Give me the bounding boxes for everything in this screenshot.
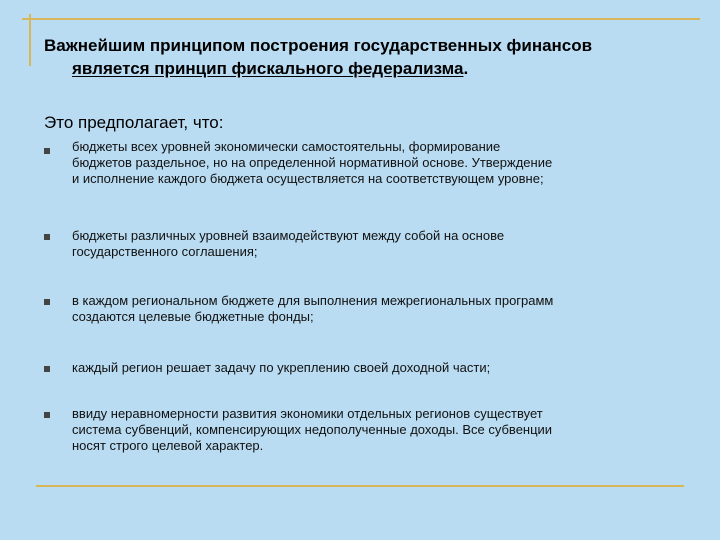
- bullet-line: в каждом региональном бюджете для выполнения межрегиональных программ: [72, 293, 554, 308]
- slide-title: [44, 34, 684, 80]
- square-bullet-icon: [44, 412, 50, 418]
- title-line-2: [44, 57, 684, 80]
- bullet-text: [72, 360, 682, 376]
- title-underlined-phrase: является принцип фискального федерализма: [72, 59, 464, 78]
- square-bullet-icon: [44, 148, 50, 154]
- square-bullet-icon: [44, 299, 50, 305]
- bullet-line: носят строго целевой характер.: [72, 438, 264, 453]
- bullet-line: бюджеты всех уровней экономически самостоятельны, формирование: [72, 139, 501, 154]
- accent-rule-top: [22, 18, 700, 20]
- bullet-line: каждый регион решает задачу по укреплению своей доходной части;: [72, 360, 491, 375]
- bullet-line: государственного соглашения;: [72, 244, 258, 259]
- square-bullet-icon: [44, 366, 50, 372]
- bullet-text: [72, 228, 682, 260]
- title-period: .: [463, 59, 469, 78]
- accent-rule-bottom: [36, 485, 684, 487]
- bullet-line: создаются целевые бюджетные фонды;: [72, 309, 314, 324]
- bullet-line: ввиду неравномерности развития экономики отдельных регионов существует: [72, 406, 543, 421]
- bullet-line: бюджеты различных уровней взаимодействуют между собой на основе: [72, 228, 505, 243]
- bullet-line: система субвенций, компенсирующих недополученные доходы. Все субвенции: [72, 422, 553, 437]
- bullet-line: бюджетов раздельное, но на определенной нормативной основе. Утверждение: [72, 155, 553, 170]
- accent-rule-vertical: [29, 14, 31, 66]
- bullet-text: [72, 406, 682, 454]
- intro-text: Это предполагает, что:: [44, 113, 224, 132]
- title-line-1: Важнейшим принципом построения государственных финансов: [44, 36, 593, 55]
- square-bullet-icon: [44, 234, 50, 240]
- bullet-line: и исполнение каждого бюджета осуществляется на соответствующем уровне;: [72, 171, 544, 186]
- bullet-text: [72, 293, 682, 325]
- bullet-text: [72, 139, 682, 187]
